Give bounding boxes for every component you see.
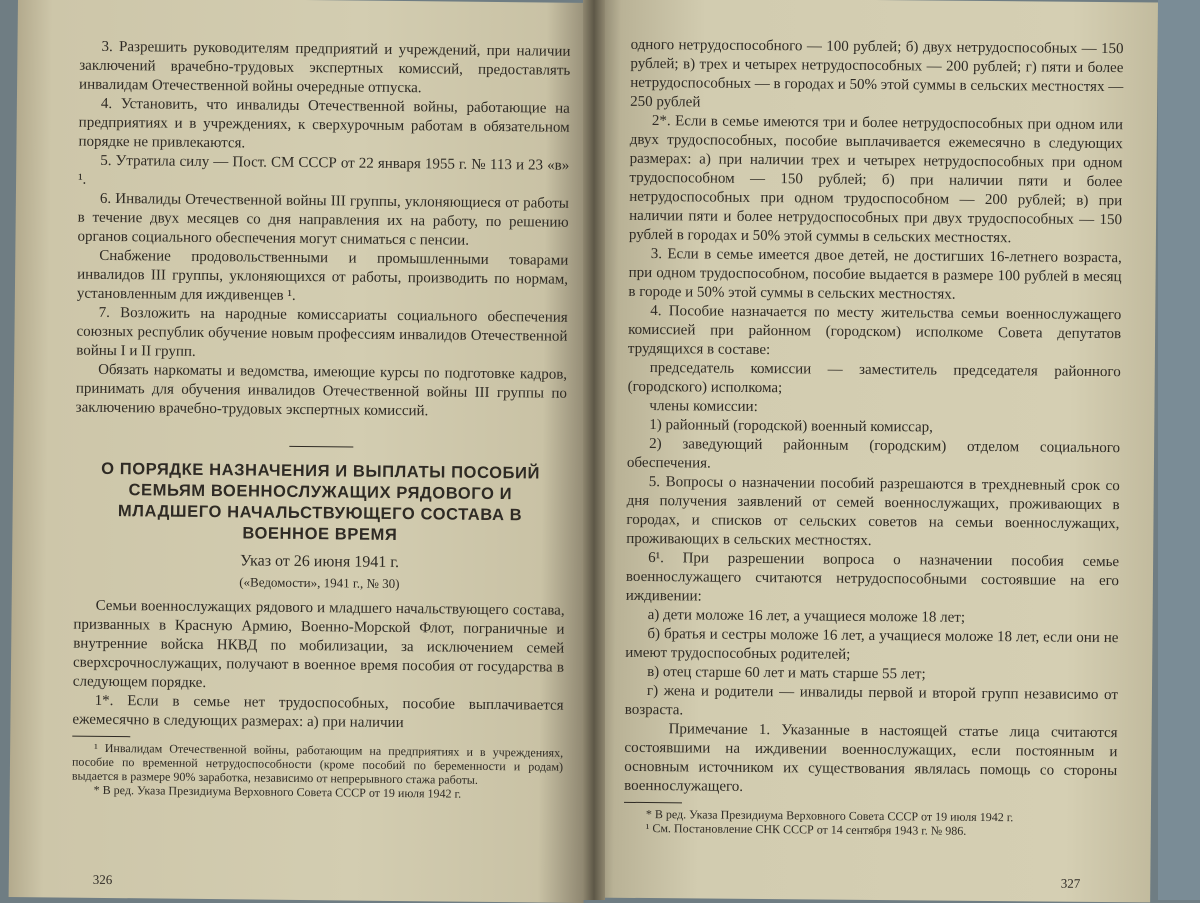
- footnote-divider: [624, 802, 682, 804]
- paragraph: 7. Возложить на народные комиссариаты социального обеспечения союзных республик обучение новым профессиям инвалидов Отечественной войны I и II групп.: [76, 304, 568, 360]
- list-item: 1) районный (городской) военный комиссар,: [649, 417, 934, 436]
- decree-source: («Ведомости», 1941 г., № 30): [239, 574, 400, 592]
- paragraph: Семьи военнослужащих рядового и младшего начальствующего состава, призванных в Красную Армию, Военно-Морской Флот, пограничные и внутренние войска НКВД по мобилизации, за исключением семей сверхсрочнослужащих, получают в военное время пособия от государства в следующем порядке.: [72, 597, 565, 691]
- paragraph: одного нетрудоспособного — 100 рублей; б) двух нетрудоспособных — 150 рублей; в) трех и четырех нетрудоспособных — 200 рублей; г) пяти и более нетрудоспособных — в городах и 50% этой суммы в сельских местностях — 250 рублей: [630, 36, 1124, 111]
- paragraph: 6. Инвалиды Отечественной войны III группы, уклоняющиеся от работы в течение двух месяцев со дня направления их на работу, по решению органов социального обеспечения могут сниматься с пенсии.: [77, 190, 569, 249]
- note-paragraph: Примечание 1. Указанные в настоящей статье лица считаются состоявшими на иждивении военнослужащих, если постоянным и основным источником их существования являлась помощь со стороны военнослужащего.: [624, 721, 1118, 795]
- footnote-divider: [72, 736, 130, 738]
- page-number: 327: [1060, 875, 1081, 891]
- paragraph: Обязать наркоматы и ведомства, имеющие курсы по подготовке кадров, принимать для обучения инвалидов Отечественной войны III группы по заключению врачебно-трудовых экспертных комиссий.: [75, 361, 568, 420]
- list-item: 2) заведующий районным (городским) отделом социального обеспечения.: [626, 436, 1121, 472]
- paragraph: 5. Вопросы о назначении пособий разрешаются в трехдневный срок со дня получения заявлений от семей военнослужащих, проживающих в городах, и списков от сельских советов на семьи военнослужащих, проживающих в сельских местностях.: [626, 474, 1120, 549]
- page-number: 326: [92, 871, 113, 888]
- footnote: * В ред. Указа Президиума Верховного Совета СССР от 19 июля 1942 г.: [645, 807, 1014, 825]
- paragraph: 6¹. При разрешении вопроса о назначении пособия семье военнослужащего считаются нетрудоспособными состоявшие на его иждивении:: [625, 550, 1120, 605]
- list-item: в) отец старше 60 лет и мать старше 55 лет;: [647, 664, 926, 683]
- paragraph: председатель комиссии — заместитель председателя районного (городского) исполкома;: [627, 360, 1121, 397]
- paragraph: 2*. Если в семье имеются три и более нетрудоспособных при одном или двух трудоспособных, пособие выплачивается ежемесячно в следующих размерах: а) при наличии трех и четырех нетрудоспособных при одном трудоспособном — 150 рублей; б) при наличии пяти и более нетрудоспособных при одном трудоспособном — 200 рублей; в) при наличии пяти и более нетрудоспособных при двух трудоспособных — 150 рублей в городах и 50% этой суммы в сельских местностях.: [628, 113, 1123, 247]
- section-title: О ПОРЯДКЕ НАЗНАЧЕНИЯ И ВЫПЛАТЫ ПОСОБИЙ СЕМЬЯМ ВОЕННОСЛУЖАЩИХ РЯДОВОГО И МЛАДШЕГО НАЧАЛЬСТВУЮЩЕГО СОСТАВА В ВОЕННОЕ ВРЕМЯ: [101, 459, 541, 544]
- decree-date: Указ от 26 июня 1941 г.: [240, 552, 400, 572]
- paragraph: члены комиссии:: [649, 398, 758, 415]
- list-item: г) жена и родители — инвалиды первой и второй групп независимо от возраста.: [624, 683, 1119, 719]
- paragraph: 1*. Если в семье нет трудоспособных, пособие выплачивается ежемесячно в следующих размерах: а) при наличии: [72, 692, 564, 732]
- book-gutter: [583, 0, 605, 900]
- paragraph: 3. Если в семье имеется двое детей, не достигших 16-летнего возраста, при одном трудоспособном, пособие выдается в размере 100 рублей в месяц в городе и 50% этой суммы в сельских местностях.: [628, 246, 1122, 303]
- paragraph: Снабжение продовольственными и промышленными товарами инвалидов III группы, уклоняющихся от работы, производить по нормам, установленным для иждивенцев ¹.: [76, 247, 569, 304]
- paragraph: 4. Пособие назначается по месту жительства семьи военнослужащего комиссией при районном (городском) исполкоме Совета депутатов трудящихся в составе:: [627, 303, 1122, 359]
- footnote: * В ред. Указа Президиума Верховного Совета СССР от 19 июля 1942 г.: [93, 782, 462, 801]
- section-divider: [289, 446, 353, 448]
- paragraph: 4. Установить, что инвалиды Отечественной войны, работающие на предприятиях и в учреждениях, к сверхурочным работам в обязательном порядке не привлекаются.: [78, 95, 570, 152]
- left-page: [9, 0, 593, 903]
- footnote: ¹ Инвалидам Отечественной войны, работающим на предприятиях и в учреждениях, пособие по временной нетрудоспособности (кроме пособий по беременности и родам) выдается в размере 90% заработка, независимо от непрерывного стажа работы.: [71, 740, 564, 787]
- book-spread: [18, 0, 1158, 900]
- paragraph: 3. Разрешить руководителям предприятий и учреждений, при наличии заключений врачебно-трудовых экспертных комиссий, предоставлять инвалидам Отечественной войны очередные отпуска.: [79, 38, 571, 97]
- list-item: б) братья и сестры моложе 16 лет, а учащиеся моложе 18 лет, если они не имеют трудоспособных родителей;: [625, 626, 1119, 663]
- right-page: [585, 0, 1158, 902]
- footnote: ¹ См. Постановление СНК СССР от 14 сентября 1943 г. № 986.: [645, 821, 967, 838]
- paragraph: 5. Утратила силу — Пост. СМ СССР от 22 января 1955 г. № 113 и 23 «в» ¹.: [78, 152, 570, 188]
- list-item: а) дети моложе 16 лет, а учащиеся моложе 18 лет;: [647, 607, 966, 626]
- background-cover: [1158, 0, 1200, 900]
